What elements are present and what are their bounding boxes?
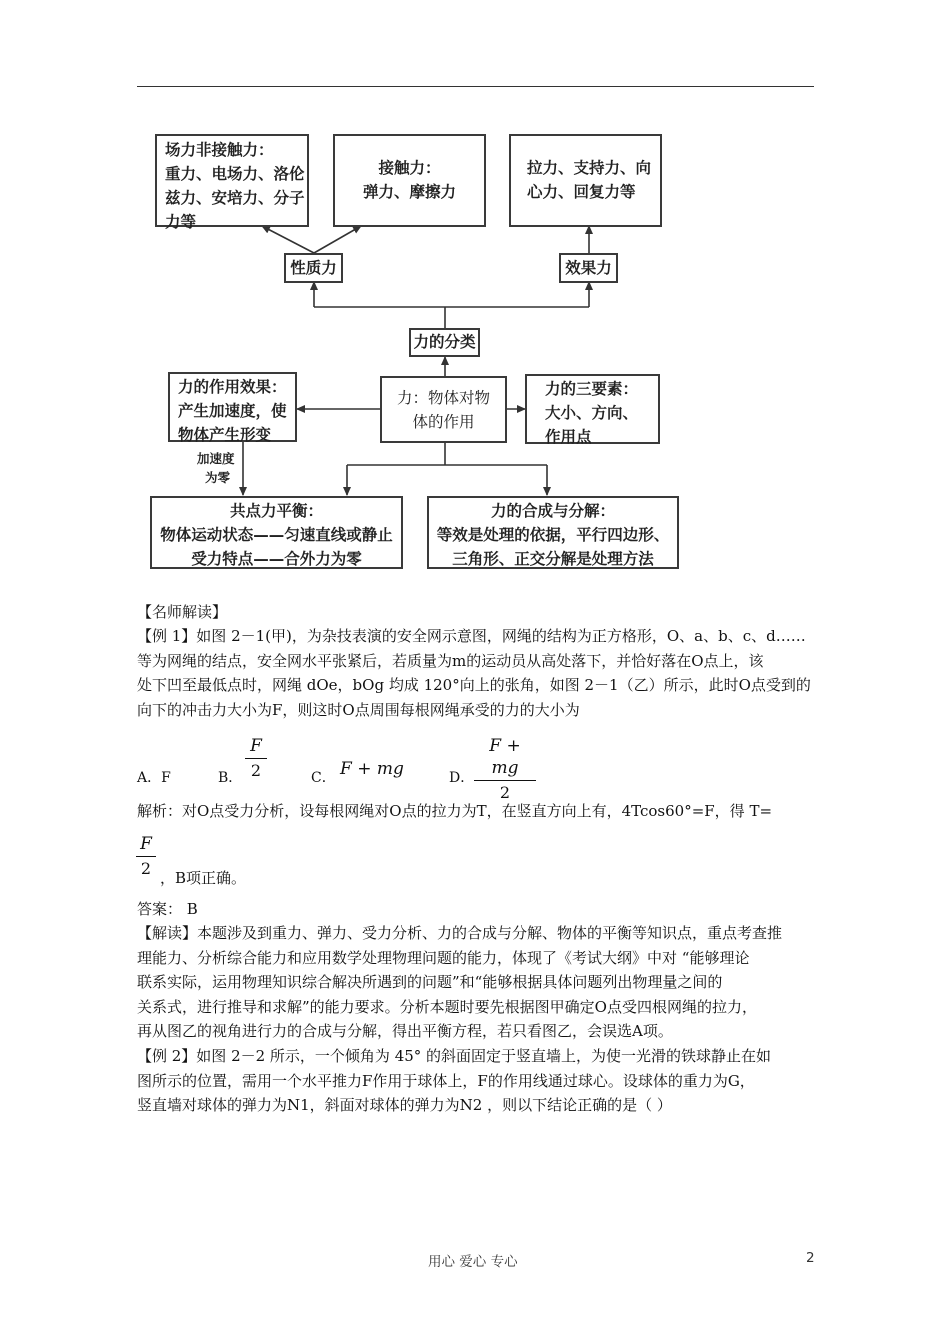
interpretation-line: 联系实际，运用物理知识综合解决所遇到的问题”和“能够根据具体问题列出物理量之间的 <box>137 973 723 991</box>
contact-force-line: 弹力、摩擦力 <box>362 183 456 201</box>
option-b-denominator: 2 <box>250 761 262 780</box>
effect-force-label: 效果力 <box>565 259 612 277</box>
three-elements-title: 力的三要素： <box>545 380 639 398</box>
example1-line: 等为网绳的结点，安全网水平张紧后，若质量为m的运动员从高处落下，并恰好落在O点上，该 <box>137 651 764 670</box>
page-number: 2 <box>806 1250 815 1266</box>
action-effect-line: 产生加速度，使 <box>178 402 287 420</box>
field-force-box <box>155 134 309 231</box>
contact-force-title: 接触力： <box>378 159 441 177</box>
nature-force-box <box>284 253 343 283</box>
nature-force-label: 性质力 <box>290 259 337 277</box>
example1-line: 向下的冲击力大小为F，则这时O点周围每根网绳承受的力的大小为 <box>137 700 580 719</box>
field-force-title: 场力非接触力： <box>165 141 274 159</box>
three-elements-line: 大小、方向、 <box>545 404 639 422</box>
composition-line: 三角形、正交分解是处理方法 <box>452 550 654 568</box>
equilibrium-title: 共点力平衡： <box>229 502 323 520</box>
example1-line: 处下凹至最低点时，网绳 dOe，bOg 均成 120°向上的张角，如图 2－1（乙）所示，此时O点受到的 <box>137 676 811 694</box>
teacher-heading: 【名师解读】 <box>137 603 228 621</box>
fraction-bar <box>136 856 156 857</box>
definition-line: 体的作用 <box>412 413 475 431</box>
analysis-numerator: F <box>140 834 152 854</box>
example2-line: 【例 2】如图 2－2 所示，一个倾角为 45° 的斜面固定于竖直墙上，为使一光滑的铁球静止在如 <box>137 1047 772 1065</box>
action-effect-title: 力的作用效果： <box>178 378 287 396</box>
classification-label: 力的分类 <box>413 333 476 351</box>
option-c-label: C． <box>311 770 336 786</box>
field-force-line: 力等 <box>165 213 197 231</box>
accel-zero-line: 为零 <box>205 470 231 485</box>
analysis-conclusion: ，B项正确。 <box>160 869 247 887</box>
interpretation-line: 关系式，进行推导和求解”的能力要求。分析本题时要先根据图甲确定O点受四根网绳的拉力， <box>137 997 757 1016</box>
three-elements-box <box>525 374 660 444</box>
effect-examples-line: 拉力、支持力、向 <box>527 159 652 177</box>
equilibrium-line: 物体运动状态——匀速直线或静止 <box>160 526 393 544</box>
example2-line: 竖直墙对球体的弹力为N1，斜面对球体的弹力为N2 ，则以下结论正确的是（ ） <box>137 1096 672 1114</box>
effect-force-box <box>559 253 618 283</box>
option-b-label: B． <box>218 770 243 786</box>
effect-examples-box <box>509 134 662 227</box>
classification-box <box>409 328 480 357</box>
composition-title: 力的合成与分解： <box>490 502 615 520</box>
field-force-line: 重力、电场力、洛伦 <box>165 165 305 183</box>
force-concept-map <box>0 0 950 600</box>
example2-question <box>137 1044 817 1118</box>
analysis-denominator: 2 <box>140 859 152 878</box>
interpretation-line: 再从图乙的视角进行力的合成与分解，得出平衡方程，若只看图乙，会误选A项。 <box>137 1022 673 1040</box>
fraction-bar <box>245 758 267 759</box>
answer-text: 答案： B <box>137 900 198 918</box>
accel-zero-label <box>197 449 235 487</box>
interpretation-line: 理能力、分析综合能力和应用数学处理物理问题的能力，体现了《考试大纲》中对 “能够理论 <box>137 948 750 967</box>
three-elements-line: 作用点 <box>545 428 592 446</box>
option-d-denominator: 2 <box>499 783 511 802</box>
interpretation-line: 【解读】本题涉及到重力、弹力、受力分析、力的合成与分解、物体的平衡等知识点，重点考查推 <box>137 924 783 942</box>
interpretation-text <box>137 921 817 1044</box>
example2-line: 图所示的位置，需用一个水平推力F作用于球体上，F的作用线通过球心。设球体的重力为G， <box>137 1071 755 1090</box>
action-effect-box <box>168 372 297 442</box>
option-d-fraction <box>474 735 536 804</box>
field-force-line: 兹力、安培力、分子 <box>165 189 305 207</box>
accel-zero-line: 加速度 <box>197 451 235 466</box>
definition-box <box>380 376 507 443</box>
option-b-fraction <box>245 735 267 782</box>
equilibrium-line: 受力特点——合外力为零 <box>191 550 362 568</box>
equilibrium-box <box>150 496 403 569</box>
contact-force-box <box>333 134 486 227</box>
option-d-label: D． <box>449 770 475 786</box>
option-b-numerator: F <box>250 736 262 756</box>
option-a: A．F <box>137 770 171 786</box>
fraction-bar <box>474 780 536 781</box>
effect-examples-line: 心力、回复力等 <box>527 183 636 201</box>
analysis-fraction <box>136 833 156 880</box>
example1-line: 【例 1】如图 2－1(甲)，为杂技表演的安全网示意图，网绳的结构为正方格形，O、a、b、c、d…… <box>137 627 806 645</box>
example1-question <box>137 624 817 722</box>
option-d-numerator: F + mg <box>489 736 521 778</box>
action-effect-line: 物体产生形变 <box>178 426 272 444</box>
analysis-text: 解析：对O点受力分析，设每根网绳对O点的拉力为T，在竖直方向上有，4Tcos60°=F，得 T= <box>137 802 773 820</box>
option-c-expression: F + mg <box>340 759 404 779</box>
footer-motto: 用心 爱心 专心 <box>428 1254 518 1270</box>
composition-box <box>427 496 679 569</box>
definition-line: 力：物体对物 <box>396 389 490 407</box>
composition-line: 等效是处理的依据，平行四边形、 <box>436 526 670 544</box>
